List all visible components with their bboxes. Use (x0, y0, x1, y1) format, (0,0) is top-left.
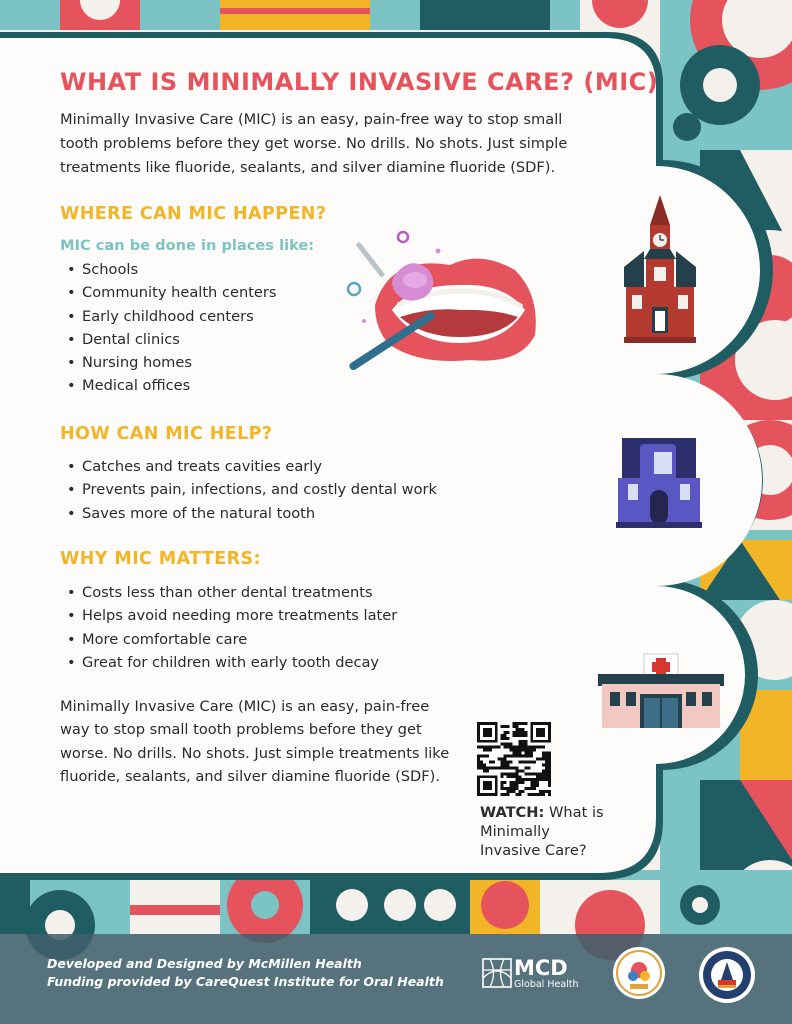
where-heading: WHERE CAN MIC HAPPEN? (60, 204, 327, 224)
globe-logo-icon (482, 958, 512, 988)
closing-paragraph: Minimally Invasive Care (MIC) is an easy, pain-free way to stop small tooth problems before they get worse. No drills. No shots. Just simple treatments like fluoride, sealants, and silver diamine fluoride (SDF). (60, 698, 450, 785)
clinic-building-icon (596, 652, 726, 732)
footer-funding-line: Funding provided by CareQuest Institute for Oral Health (47, 974, 444, 989)
list-item: • Early childhood centers (64, 305, 277, 328)
why-list (64, 581, 397, 674)
list-item: • Costs less than other dental treatments (64, 581, 397, 604)
dental-mouth-illustration (330, 225, 545, 385)
where-subheading: MIC can be done in places like: (60, 237, 315, 254)
qr-code[interactable] (477, 722, 551, 796)
list-item: • Schools (64, 258, 277, 281)
list-item: • Catches and treats cavities early (64, 455, 437, 478)
list-item: • Dental clinics (64, 328, 277, 351)
state-seal-logo (698, 946, 756, 1004)
list-item: • Community health centers (64, 281, 277, 304)
mcd-logo-text: MCD (514, 956, 568, 980)
watch-label: WATCH: (480, 804, 545, 821)
mcd-logo-subtext: Global Health (514, 979, 579, 990)
school-building-icon (622, 195, 698, 345)
list-item: • Great for children with early tooth decay (64, 651, 397, 674)
list-item: • Prevents pain, infections, and costly dental work (64, 478, 437, 501)
page-title: WHAT IS MINIMALLY INVASIVE CARE? (MIC) (60, 68, 659, 96)
list-item: • Medical offices (64, 374, 277, 397)
where-list (64, 258, 277, 398)
round-seal-logo (612, 946, 666, 1000)
list-item: • Nursing homes (64, 351, 277, 374)
house-icon (612, 432, 706, 530)
intro-paragraph: Minimally Invasive Care (MIC) is an easy, pain-free way to stop small tooth problems before they get worse. No drills. No shots. Just simple treatments like fluoride, sealants, and silver diamine fluoride (SDF). (60, 111, 568, 176)
watch-text: What is Minimally Invasive Care? (480, 804, 604, 859)
how-heading: HOW CAN MIC HELP? (60, 424, 273, 444)
list-item: • More comfortable care (64, 628, 397, 651)
footer-credit-line: Developed and Designed by McMillen Health (47, 956, 362, 971)
how-list (64, 455, 437, 525)
why-heading: WHY MIC MATTERS: (60, 549, 261, 569)
list-item: • Helps avoid needing more treatments later (64, 604, 397, 627)
watch-caption (480, 803, 610, 860)
qr-code-graphic (477, 722, 551, 796)
list-item: • Saves more of the natural tooth (64, 502, 437, 525)
